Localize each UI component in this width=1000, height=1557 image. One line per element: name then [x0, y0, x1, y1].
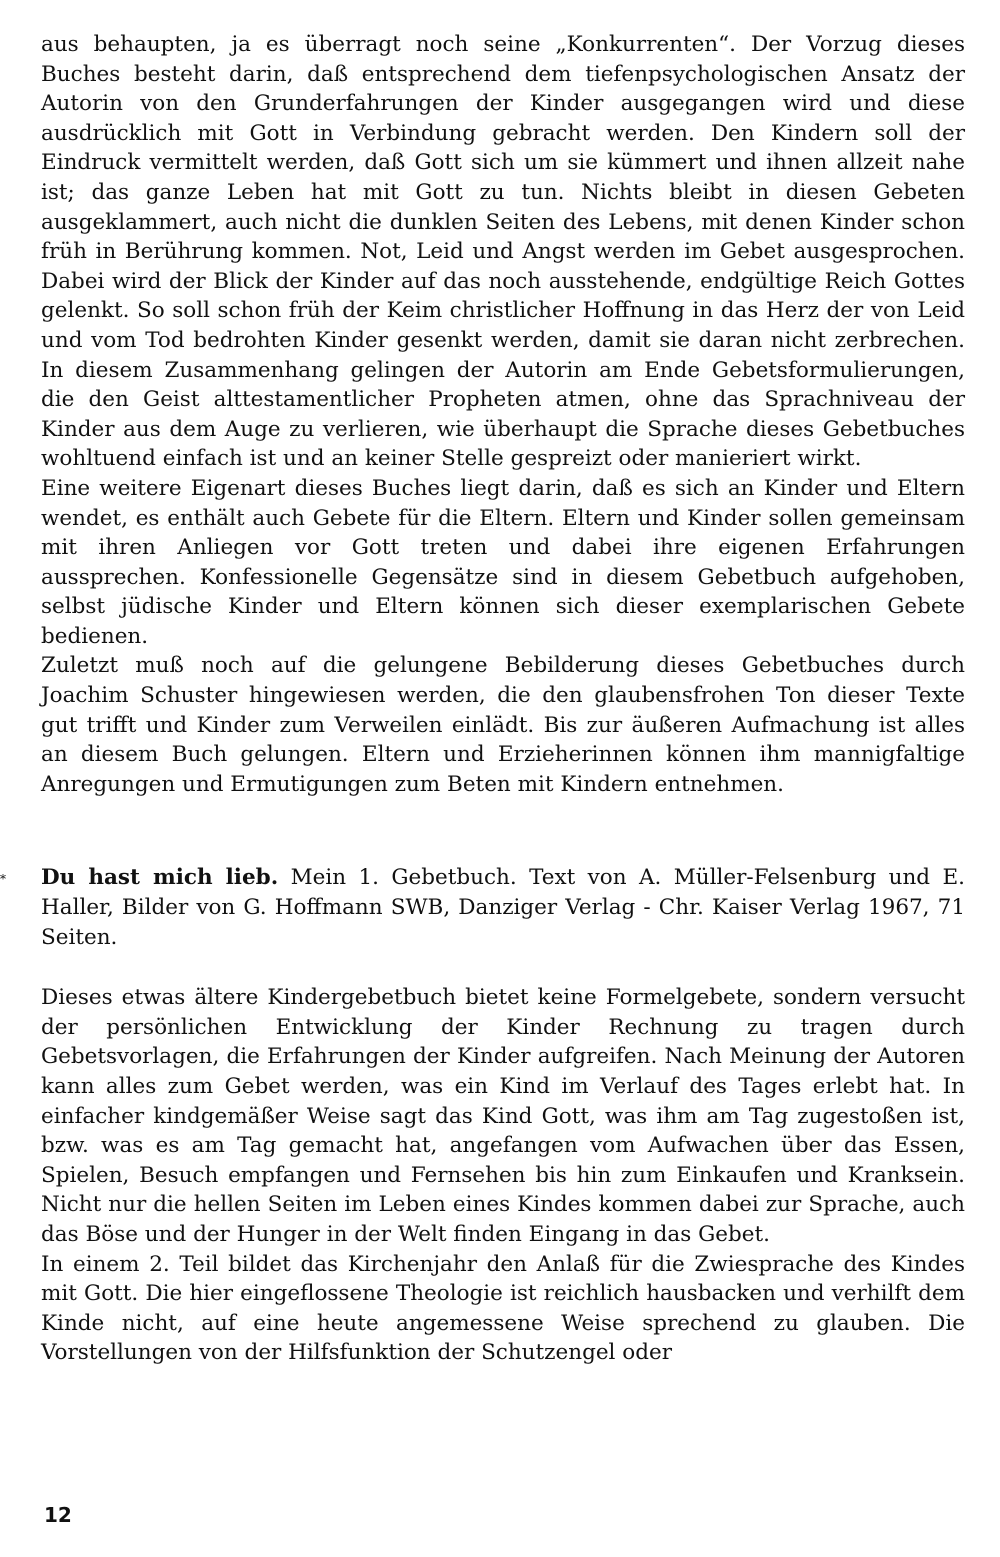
- book-reference-title: Du hast mich lieb.: [41, 865, 279, 891]
- page-number: 12: [44, 1503, 72, 1527]
- book-reference-details: Mein 1. Gebetbuch. Text von A. Müller-Felsenburg und E. Haller, Bilder von G. Hoffmann SWB, Danziger Verlag - Chr. Kaiser Verlag 1967, 71 Seiten.: [41, 865, 965, 950]
- paragraph-church-year: In einem 2. Teil bildet das Kirchenjahr den Anlaß für die Zwiesprache des Kindes mit Gott. Die hier eingeflossene Theologie ist reichlich hausbacken und verhilft dem Kinde nicht, auf eine heute angemessene Weise sprechend zu glauben. Die Vorstellungen von der Hilfsfunktion der Schutzengel oder: [41, 1251, 965, 1366]
- paragraph-parents-and-children: Eine weitere Eigenart dieses Buches liegt darin, daß es sich an Kinder und Eltern wendet, es enthält auch Gebete für die Eltern. Eltern und Kinder sollen gemeinsam mit ihren Anliegen vor Gott treten und dabei ihre eigenen Erfahrungen aussprechen. Konfessionelle Gegensätze sind in diesem Gebetbuch aufgehoben, selbst jüdische Kinder und Eltern können sich dieser exemplarischen Gebete bedienen.: [41, 475, 965, 649]
- margin-mark: *: [0, 872, 6, 886]
- paragraph-second-review: Dieses etwas ältere Kindergebetbuch bietet keine Formelgebete, sondern versucht der persönlichen Entwicklung der Kinder Rechnung zu tragen durch Gebetsvorlagen, die Erfahrungen der Kinder aufgreifen. Nach Meinung der Autoren kann alles zum Gebet werden, was ein Kind im Verlauf des Tages erlebt hat. In einfacher kindgemäßer Weise sagt das Kind Gott, was ihm am Tag zugestoßen ist, bzw. was es am Tag gemacht hat, angefangen vom Aufwachen über das Essen, Spielen, Besuch empfangen und Fernsehen bis hin zum Einkaufen und Kranksein. Nicht nur die hellen Seiten im Leben eines Kindes kommen dabei zur Sprache, auch das Böse und der Hunger in der Welt finden Eingang in das Gebet.: [41, 985, 965, 1247]
- section-spacer: [41, 952, 965, 983]
- paragraph-illustrations: Zuletzt muß noch auf die gelungene Bebilderung dieses Gebetbuches durch Joachim Schuster hingewiesen werden, die den glaubensfrohen Ton dieser Texte gut trifft und Kinder zum Verweilen einlädt. Bis zur äußeren Aufmachung ist alles an diesem Buch gelungen. Eltern und Erzieherinnen können ihm mannigfaltige Anregungen und Ermutigungen zum Beten mit Kindern entnehmen.: [41, 653, 965, 797]
- paragraph-review-continuation: aus behaupten, ja es überragt noch seine „Konkurrenten“. Der Vorzug dieses Buches besteht darin, daß entsprechend dem tiefenpsychologischen Ansatz der Autorin von den Grunderfahrungen der Kinder ausgegangen wird und diese ausdrücklich mit Gott in Verbindung gebracht werden. Den Kindern soll der Eindruck vermittelt werden, daß Gott sich um sie kümmert und ihnen allzeit nahe ist; das ganze Leben hat mit Gott zu tun. Nichts bleibt in diesen Gebeten ausgeklammert, auch nicht die dunklen Seiten des Lebens, mit denen Kinder schon früh in Berührung kommen. Not, Leid und Angst werden im Gebet ausgesprochen. Dabei wird der Blick der Kinder auf das noch ausstehende, endgültige Reich Gottes gelenkt. So soll schon früh der Keim christlicher Hoffnung in das Herz der von Leid und vom Tod bedrohten Kinder gesenkt werden, damit sie daran nicht zerbrechen. In diesem Zusammenhang gelingen der Autorin am Ende Gebetsformulierungen, die den Geist alttestamentlicher Propheten atmen, ohne das Sprachniveau der Kinder aus dem Auge zu verlieren, wie überhaupt die Sprache dieses Gebetbuches wohltuend einfach ist und an keiner Stelle gespreizt oder manieriert wirkt.: [41, 32, 965, 472]
- page-body: [41, 30, 965, 1368]
- book-reference: [41, 863, 965, 952]
- section-spacer: [41, 799, 965, 863]
